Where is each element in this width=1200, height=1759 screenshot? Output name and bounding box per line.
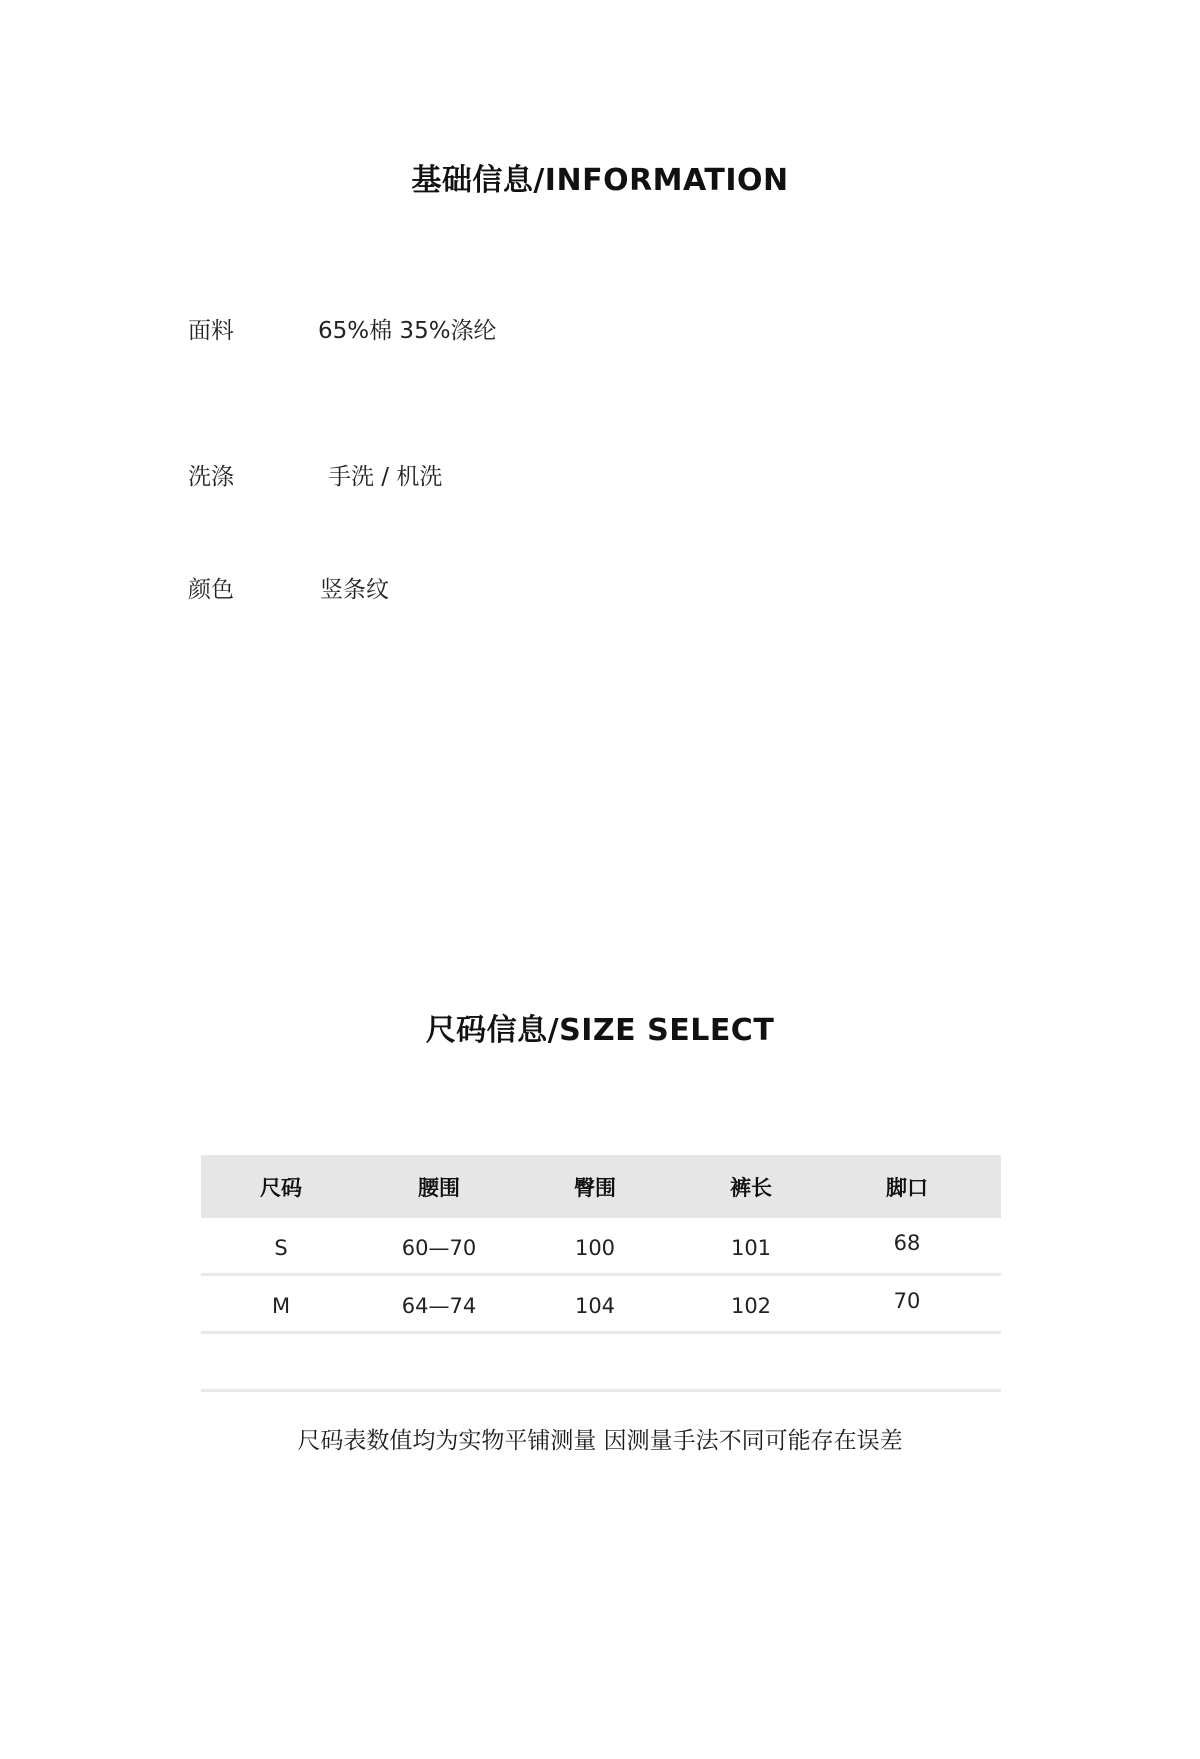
cell-hip: 100 — [574, 1235, 616, 1260]
header-size: 尺码 — [260, 1175, 302, 1200]
header-length: 裤长 — [730, 1175, 772, 1200]
color-label: 颜色 — [188, 577, 234, 603]
cell-leg-opening: 68 — [893, 1230, 921, 1255]
fabric-value: 65%棉 35%涤纶 — [318, 318, 497, 344]
table-bottom-divider — [201, 1334, 1001, 1392]
cell-waist: 60—70 — [401, 1235, 477, 1260]
fabric-label: 面料 — [188, 318, 234, 344]
wash-value: 手洗 / 机洗 — [328, 464, 443, 490]
header-waist: 腰围 — [418, 1175, 460, 1200]
size-table — [201, 1155, 1001, 1392]
information-title: 基础信息/INFORMATION — [411, 163, 789, 198]
table-row — [201, 1218, 1001, 1276]
cell-size: S — [274, 1235, 288, 1260]
cell-length: 101 — [730, 1235, 772, 1260]
size-note: 尺码表数值均为实物平铺测量 因测量手法不同可能存在误差 — [297, 1428, 903, 1454]
header-leg-opening: 脚口 — [886, 1175, 928, 1200]
cell-hip: 104 — [574, 1293, 616, 1318]
size-table-header — [201, 1155, 1001, 1218]
header-hip: 臀围 — [574, 1175, 616, 1200]
color-value: 竖条纹 — [320, 577, 389, 603]
cell-size: M — [271, 1293, 291, 1318]
cell-waist: 64—74 — [401, 1293, 477, 1318]
cell-length: 102 — [730, 1293, 772, 1318]
table-row — [201, 1276, 1001, 1334]
wash-label: 洗涤 — [188, 464, 234, 490]
size-select-title: 尺码信息/SIZE SELECT — [425, 1013, 775, 1048]
cell-leg-opening: 70 — [893, 1288, 921, 1313]
